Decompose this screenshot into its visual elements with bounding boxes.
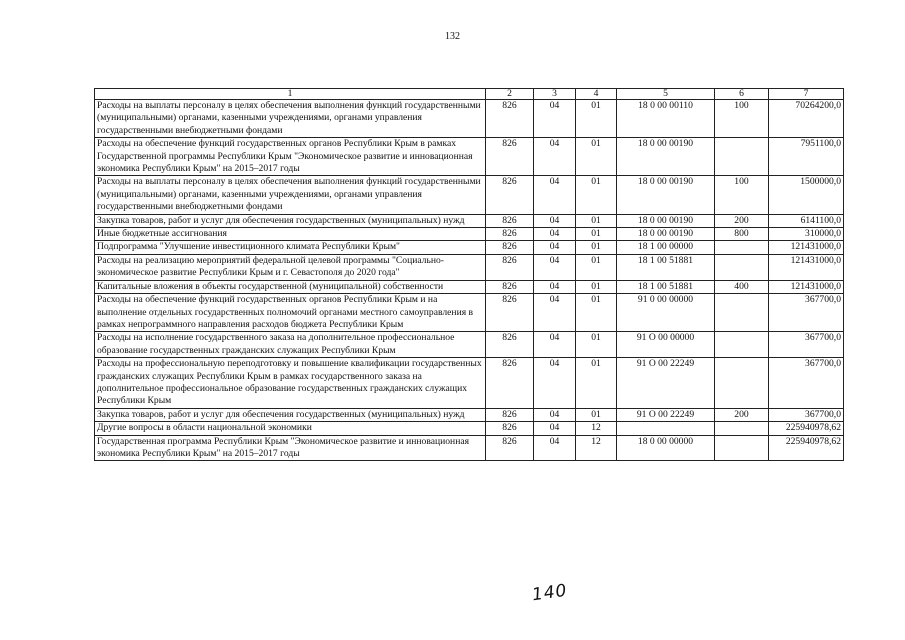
table-row	[95, 332, 844, 358]
row-admin-code-cell: 826	[486, 332, 534, 358]
table-row	[95, 214, 844, 227]
row-section-cell: 04	[534, 294, 576, 332]
row-target-article-cell: 18 0 00 00190	[617, 176, 715, 214]
row-subsection-cell: 01	[576, 228, 617, 241]
row-section-cell: 04	[534, 228, 576, 241]
row-section-cell: 04	[534, 408, 576, 421]
row-target-article-cell: 18 0 00 00000	[617, 435, 715, 461]
row-admin-code-cell: 826	[486, 176, 534, 214]
header-col-7: 7	[769, 89, 844, 100]
row-name-cell: Расходы на выплаты персоналу в целях обеспечения выполнения функций государственными (муниципальными) органами, казенными учреждениями, органами управления государственными внебюджетными фондами	[95, 100, 486, 138]
row-section-cell: 04	[534, 422, 576, 435]
row-admin-code-cell: 826	[486, 214, 534, 227]
table-header-row	[95, 89, 844, 100]
table-body	[95, 100, 844, 461]
row-admin-code-cell: 826	[486, 408, 534, 421]
row-expense-type-cell	[715, 358, 769, 409]
row-expense-type-cell	[715, 138, 769, 176]
row-amount-cell: 367700,0	[769, 408, 844, 421]
row-subsection-cell: 12	[576, 435, 617, 461]
row-name-cell: Расходы на исполнение государственного заказа на дополнительное профессиональное образование государственных гражданских служащих Республики Крым	[95, 332, 486, 358]
row-target-article-cell: 91 О 00 00000	[617, 332, 715, 358]
row-amount-cell: 225940978,62	[769, 422, 844, 435]
row-expense-type-cell: 200	[715, 408, 769, 421]
row-target-article-cell: 91 О 00 22249	[617, 408, 715, 421]
row-subsection-cell: 01	[576, 332, 617, 358]
table-row	[95, 294, 844, 332]
handwritten-page-number: 140	[530, 580, 569, 606]
row-section-cell: 04	[534, 358, 576, 409]
row-section-cell: 04	[534, 138, 576, 176]
header-col-6: 6	[715, 89, 769, 100]
table-row	[95, 241, 844, 254]
header-col-2: 2	[486, 89, 534, 100]
table-row	[95, 358, 844, 409]
row-expense-type-cell	[715, 332, 769, 358]
row-expense-type-cell: 200	[715, 214, 769, 227]
row-name-cell: Расходы на профессиональную переподготовку и повышение квалификации государственных гражданских служащих Республики Крым в рамках государственного заказа на дополнительное профессиональное образование государственных гражданских служащих Республики Крым	[95, 358, 486, 409]
row-name-cell: Закупка товаров, работ и услуг для обеспечения государственных (муниципальных) нужд	[95, 408, 486, 421]
row-amount-cell: 70264200,0	[769, 100, 844, 138]
row-amount-cell: 6141100,0	[769, 214, 844, 227]
row-subsection-cell: 01	[576, 214, 617, 227]
table-row	[95, 422, 844, 435]
row-target-article-cell: 18 1 00 51881	[617, 254, 715, 280]
row-admin-code-cell: 826	[486, 228, 534, 241]
table-row	[95, 280, 844, 293]
row-expense-type-cell	[715, 435, 769, 461]
row-amount-cell: 310000,0	[769, 228, 844, 241]
row-name-cell: Другие вопросы в области национальной экономики	[95, 422, 486, 435]
row-subsection-cell: 01	[576, 294, 617, 332]
row-target-article-cell: 18 0 00 00190	[617, 138, 715, 176]
row-expense-type-cell	[715, 422, 769, 435]
row-admin-code-cell: 826	[486, 254, 534, 280]
row-section-cell: 04	[534, 214, 576, 227]
row-admin-code-cell: 826	[486, 280, 534, 293]
row-amount-cell: 367700,0	[769, 294, 844, 332]
row-subsection-cell: 01	[576, 254, 617, 280]
row-expense-type-cell: 100	[715, 100, 769, 138]
row-amount-cell: 121431000,0	[769, 280, 844, 293]
table-row	[95, 176, 844, 214]
row-section-cell: 04	[534, 176, 576, 214]
header-col-4: 4	[576, 89, 617, 100]
row-target-article-cell: 18 1 00 00000	[617, 241, 715, 254]
row-target-article-cell: 91 0 00 00000	[617, 294, 715, 332]
table-row	[95, 100, 844, 138]
row-section-cell: 04	[534, 332, 576, 358]
row-expense-type-cell: 800	[715, 228, 769, 241]
table-row	[95, 254, 844, 280]
row-admin-code-cell: 826	[486, 422, 534, 435]
row-name-cell: Иные бюджетные ассигнования	[95, 228, 486, 241]
page-number: 132	[445, 31, 460, 42]
row-name-cell: Расходы на реализацию мероприятий федеральной целевой программы "Социально-экономическое развитие Республики Крым и г. Севастополя до 2020 года"	[95, 254, 486, 280]
budget-table	[94, 88, 844, 461]
row-admin-code-cell: 826	[486, 435, 534, 461]
row-section-cell: 04	[534, 100, 576, 138]
row-amount-cell: 1500000,0	[769, 176, 844, 214]
table-row	[95, 435, 844, 461]
row-section-cell: 04	[534, 254, 576, 280]
row-name-cell: Подпрограмма "Улучшение инвестиционного климата Республики Крым"	[95, 241, 486, 254]
row-target-article-cell: 91 О 00 22249	[617, 358, 715, 409]
row-target-article-cell: 18 1 00 51881	[617, 280, 715, 293]
row-amount-cell: 225940978,62	[769, 435, 844, 461]
header-col-3: 3	[534, 89, 576, 100]
row-section-cell: 04	[534, 241, 576, 254]
row-section-cell: 04	[534, 280, 576, 293]
row-subsection-cell: 01	[576, 176, 617, 214]
row-name-cell: Расходы на выплаты персоналу в целях обеспечения выполнения функций государственными (муниципальными) органами, казенными учреждениями, органами управления государственными внебюджетными фондами	[95, 176, 486, 214]
row-subsection-cell: 12	[576, 422, 617, 435]
row-subsection-cell: 01	[576, 408, 617, 421]
row-name-cell: Капитальные вложения в объекты государственной (муниципальной) собственности	[95, 280, 486, 293]
row-subsection-cell: 01	[576, 241, 617, 254]
row-expense-type-cell	[715, 241, 769, 254]
row-target-article-cell: 18 0 00 00190	[617, 228, 715, 241]
row-expense-type-cell	[715, 294, 769, 332]
row-name-cell: Государственная программа Республики Крым "Экономическое развитие и инновационная экономика Республики Крым" на 2015–2017 годы	[95, 435, 486, 461]
row-amount-cell: 121431000,0	[769, 241, 844, 254]
row-name-cell: Закупка товаров, работ и услуг для обеспечения государственных (муниципальных) нужд	[95, 214, 486, 227]
row-expense-type-cell	[715, 254, 769, 280]
row-target-article-cell	[617, 422, 715, 435]
row-expense-type-cell: 100	[715, 176, 769, 214]
row-admin-code-cell: 826	[486, 294, 534, 332]
row-amount-cell: 7951100,0	[769, 138, 844, 176]
row-subsection-cell: 01	[576, 100, 617, 138]
row-target-article-cell: 18 0 00 00190	[617, 214, 715, 227]
row-subsection-cell: 01	[576, 138, 617, 176]
row-expense-type-cell: 400	[715, 280, 769, 293]
row-name-cell: Расходы на обеспечение функций государственных органов Республики Крым в рамках Государственной программы Республики Крым "Экономическое развитие и инновационная экономика Республики Крым" на 2015–2017 годы	[95, 138, 486, 176]
header-col-1: 1	[95, 89, 486, 100]
row-admin-code-cell: 826	[486, 358, 534, 409]
row-subsection-cell: 01	[576, 280, 617, 293]
row-amount-cell: 367700,0	[769, 358, 844, 409]
row-section-cell: 04	[534, 435, 576, 461]
row-amount-cell: 121431000,0	[769, 254, 844, 280]
table-row	[95, 408, 844, 421]
header-col-5: 5	[617, 89, 715, 100]
row-name-cell: Расходы на обеспечение функций государственных органов Республики Крым и на выполнение отдельных государственных полномочий органами местного самоуправления в рамках непрограммного направления расходов бюджета Республики Крым	[95, 294, 486, 332]
row-admin-code-cell: 826	[486, 138, 534, 176]
row-admin-code-cell: 826	[486, 100, 534, 138]
table-row	[95, 228, 844, 241]
row-admin-code-cell: 826	[486, 241, 534, 254]
row-amount-cell: 367700,0	[769, 332, 844, 358]
table-row	[95, 138, 844, 176]
row-target-article-cell: 18 0 00 00110	[617, 100, 715, 138]
row-subsection-cell: 01	[576, 358, 617, 409]
